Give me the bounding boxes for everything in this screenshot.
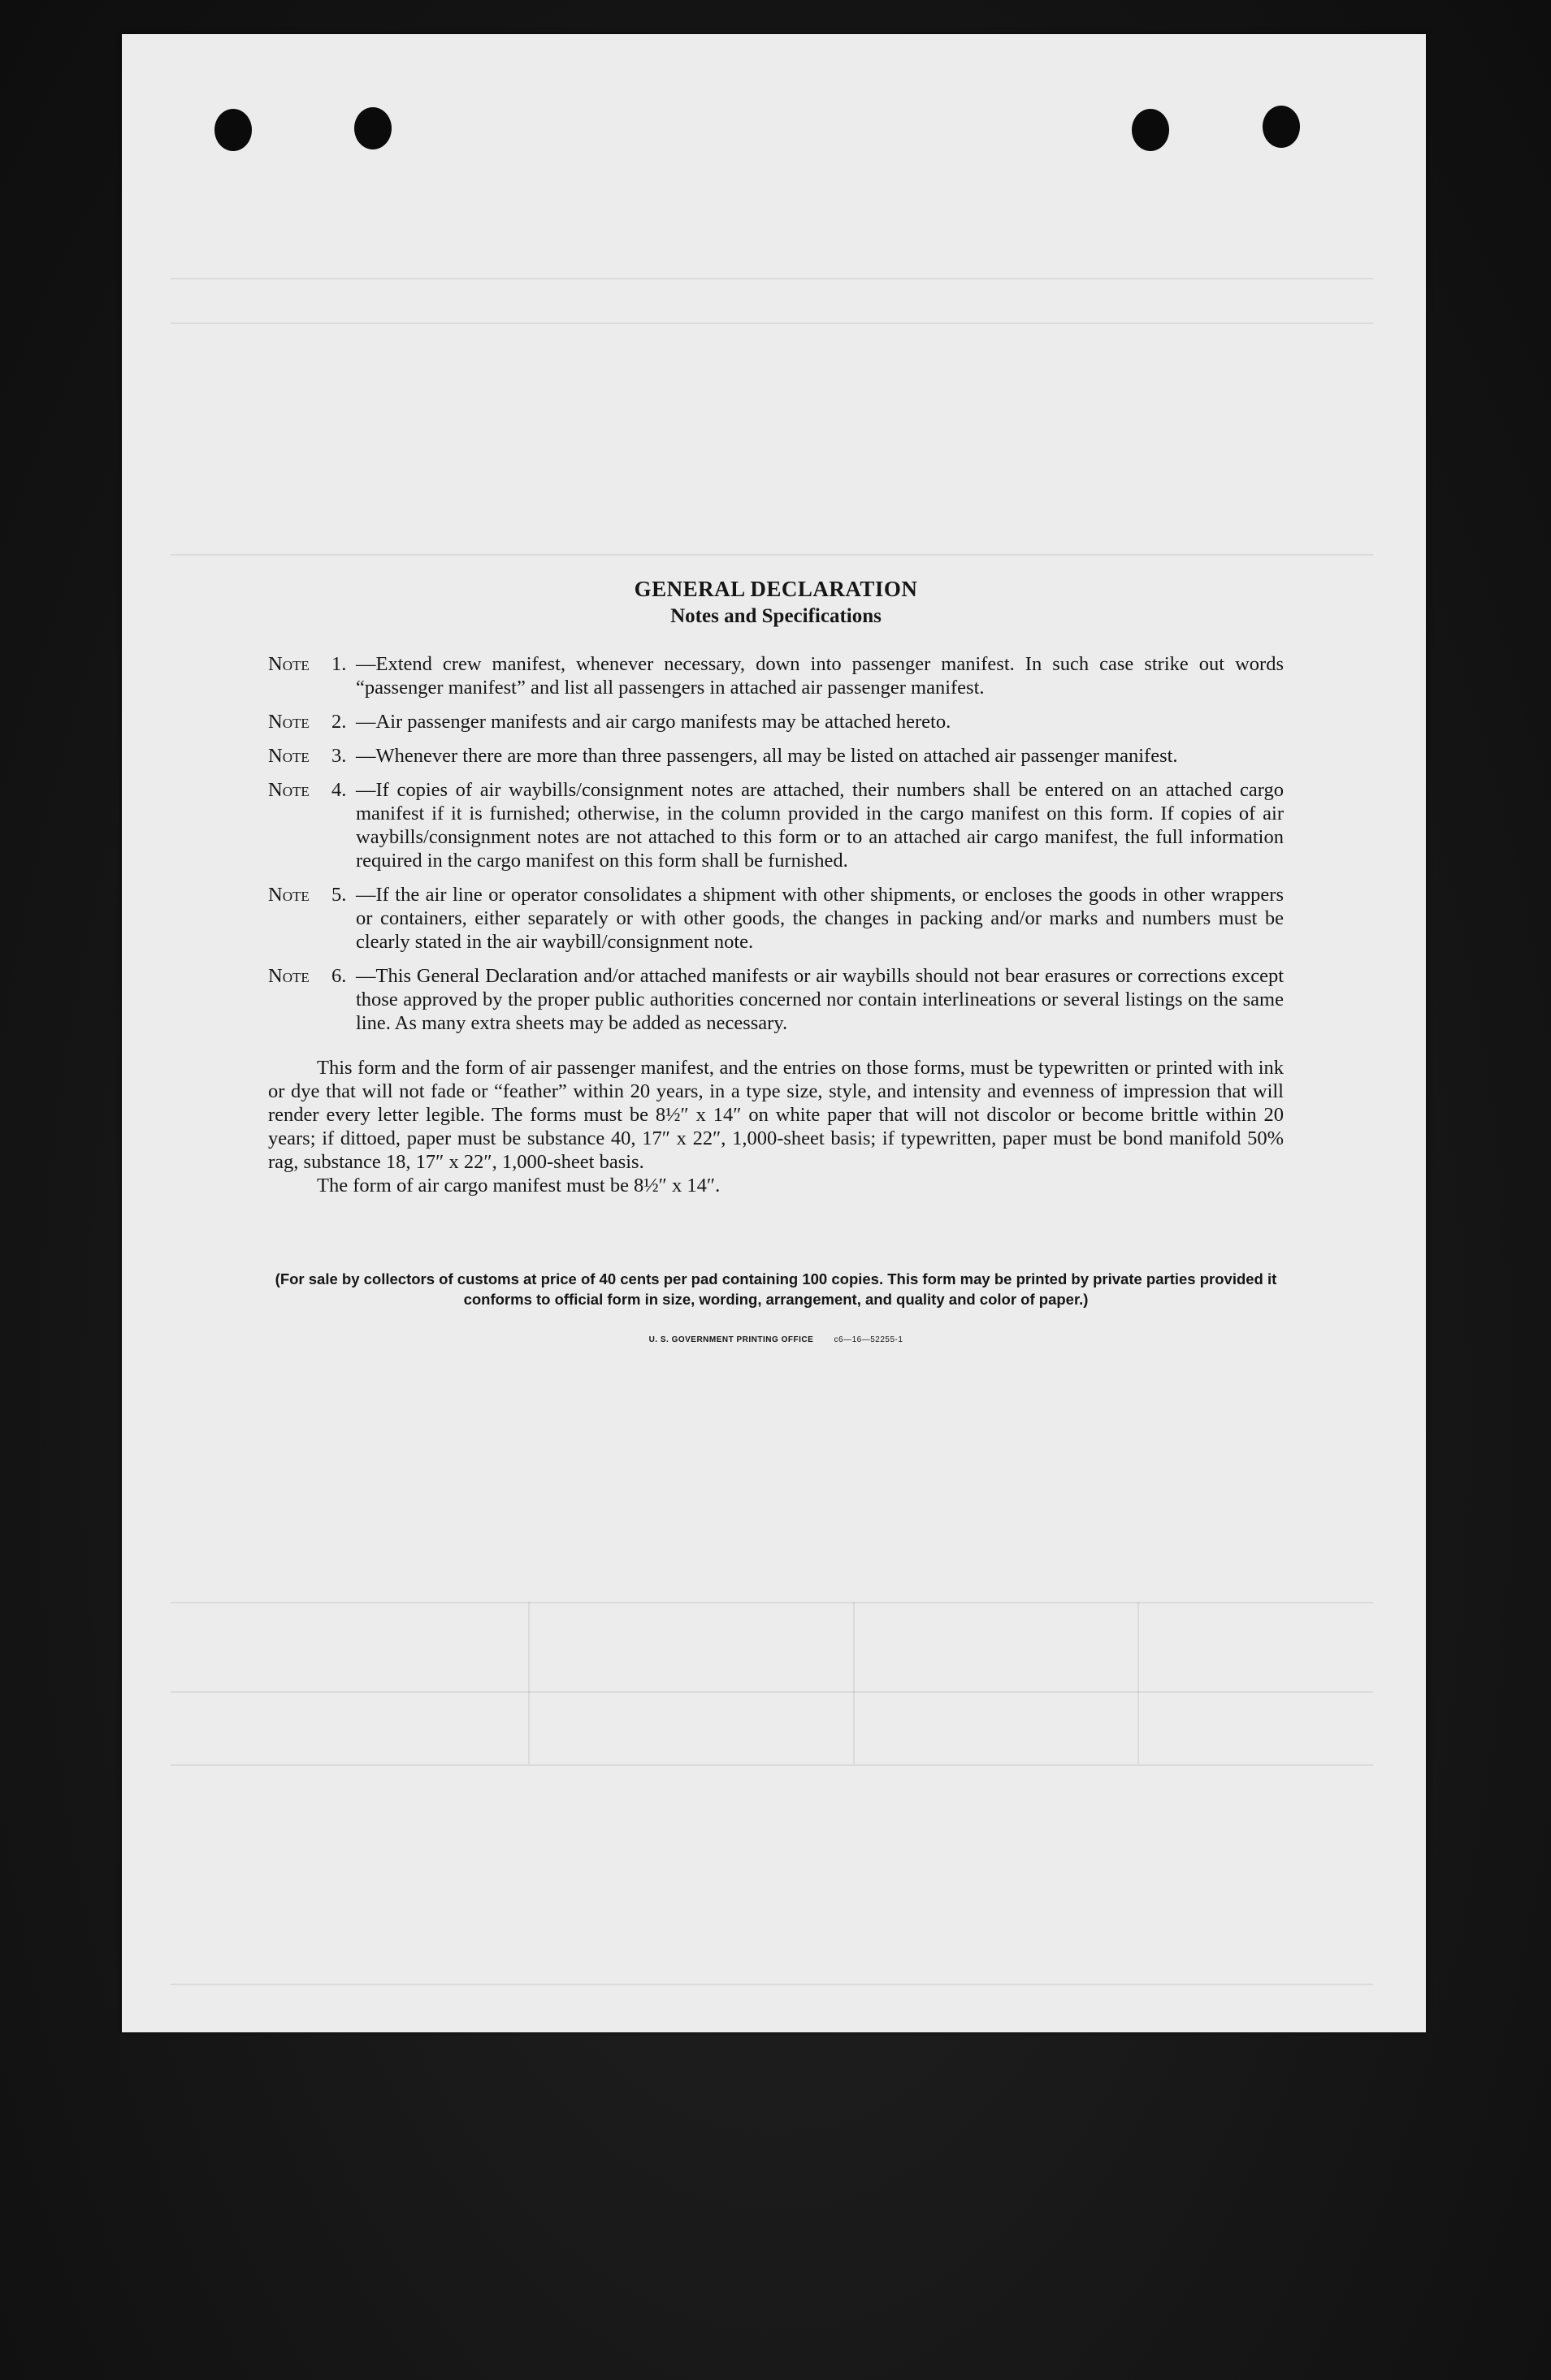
printer-name: U. S. GOVERNMENT PRINTING OFFICE: [648, 1335, 814, 1344]
note-4: [268, 778, 1284, 872]
note-text: —Extend crew manifest, whenever necessary, down into passenger manifest. In such case strike out words “passenger manifest” and list all passengers in attached air passenger manifest.: [356, 653, 1284, 699]
sale-notice: (For sale by collectors of customs at price of 40 cents per pad containing 100 copies. This form may be printed by private parties provided it conforms to official form in size, wording, arrangement, and quality and color of paper.): [275, 1270, 1277, 1308]
printer-code: c6—16—52255-1: [834, 1335, 903, 1344]
notes-and-specifications: [268, 577, 1284, 1344]
note-label: Note: [268, 745, 310, 767]
punch-hole-left-2: [354, 107, 392, 149]
note-text: —If copies of air waybills/consignment notes are attached, their numbers shall be entered on an attached cargo manifest if it is furnished; otherwise, in the column provided in the cargo manifest on this form. If copies of air waybills/consignment notes are not attached to this form or to an attached air cargo manifest, the full information required in the cargo manifest on this form shall be furnished.: [356, 779, 1284, 872]
note-number: 6.: [331, 965, 347, 987]
note-label: Note: [268, 884, 310, 906]
note-text: —Air passenger manifests and air cargo manifests may be attached hereto.: [356, 711, 951, 733]
punch-hole-right-1: [1132, 109, 1169, 151]
bleed-through-rule: [853, 1602, 855, 1764]
note-text: —Whenever there are more than three passengers, all may be listed on attached air passenger manifest.: [356, 745, 1178, 767]
bleed-through-rule: [171, 1691, 1373, 1693]
form-specifications-paragraph: This form and the form of air passenger manifest, and the entries on those forms, must be typewritten or printed with ink or dye that will not fade or “feather” within 20 years, in a type size, style, and intensity and evenness of impression that will render every letter legible. The forms must be 8½″ x 14″ on white paper that will not discolor or become brittle within 20 years; if dittoed, paper must be substance 40, 17″ x 22″, 1,000-sheet basis; if typewritten, paper must be bond manifold 50% rag, substance 18, 17″ x 22″, 1,000-sheet basis.: [268, 1057, 1284, 1173]
note-label: Note: [268, 711, 310, 733]
note-number: 5.: [331, 884, 347, 906]
note-1: [268, 652, 1284, 699]
punch-hole-right-2: [1263, 106, 1300, 148]
note-text: —This General Declaration and/or attached manifests or air waybills should not bear erasures or corrections except those approved by the proper public authorities concerned nor contain interlineations or several listings on the same line. As many extra sheets may be added as necessary.: [356, 965, 1284, 1034]
note-number: 3.: [331, 745, 347, 767]
note-number: 1.: [331, 653, 347, 675]
note-label: Note: [268, 965, 310, 987]
bleed-through-rule: [528, 1602, 530, 1764]
bleed-through-rule: [171, 1984, 1373, 1985]
bleed-through-rule: [1137, 1602, 1139, 1764]
note-3: [268, 744, 1284, 768]
note-2: [268, 710, 1284, 733]
note-label: Note: [268, 779, 310, 801]
note-5: [268, 883, 1284, 954]
note-number: 2.: [331, 711, 347, 733]
page-subtitle: Notes and Specifications: [670, 605, 882, 627]
punch-hole-left-1: [214, 109, 252, 151]
cargo-manifest-size-paragraph: The form of air cargo manifest must be 8½″ x 14″.: [317, 1175, 721, 1196]
printer-imprint: [268, 1335, 1284, 1344]
bleed-through-rule: [171, 1602, 1373, 1603]
document-sheet: [122, 34, 1426, 2032]
note-6: [268, 964, 1284, 1035]
note-text: —If the air line or operator consolidates a shipment with other shipments, or encloses the goods in other wrappers or containers, either separately or with other goods, the changes in packing and/or marks and numbers must be clearly stated in the air waybill/consignment note.: [356, 884, 1284, 953]
note-label: Note: [268, 653, 310, 675]
note-number: 4.: [331, 779, 347, 801]
bleed-through-rule: [171, 1764, 1373, 1766]
page-title: GENERAL DECLARATION: [634, 577, 918, 601]
bleed-through-rule: [171, 278, 1373, 279]
bleed-through-rule: [171, 322, 1373, 324]
bleed-through-rule: [171, 554, 1373, 556]
